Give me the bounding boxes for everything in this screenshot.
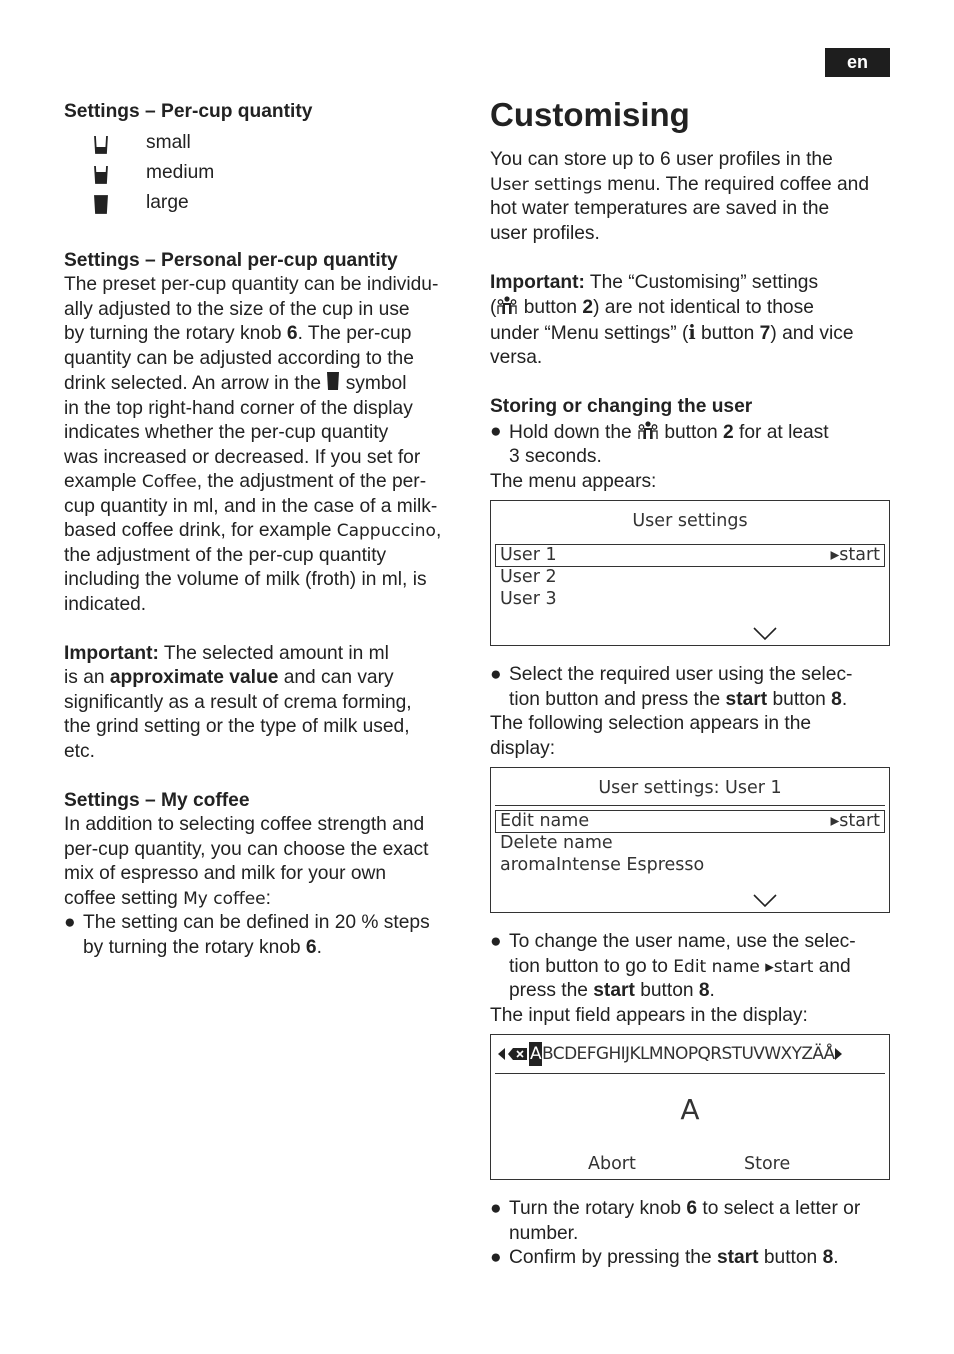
cup-size-medium xyxy=(64,159,464,189)
display-row: aromaIntense Espresso xyxy=(500,854,705,875)
selected-character: A xyxy=(529,1042,542,1067)
start-action: ▸start xyxy=(830,545,880,565)
cup-size-label: large xyxy=(146,192,189,214)
character-strip xyxy=(491,1035,889,1073)
chevron-down-icon xyxy=(753,894,777,908)
text-line: indicated. xyxy=(64,593,147,615)
chevron-down-icon xyxy=(753,627,777,641)
display-row: User 3 xyxy=(500,588,557,609)
bullet-icon: ● xyxy=(490,931,502,952)
text-line: The menu appears: xyxy=(490,470,657,492)
list-item xyxy=(490,420,890,470)
bullet-icon: ● xyxy=(490,1198,502,1219)
text-line: Confirm by pressing the start button 8. xyxy=(509,1247,839,1268)
text-line: example Coffee, the adjustment of the per- xyxy=(64,471,427,492)
list-item xyxy=(490,1197,890,1246)
important-note-right xyxy=(490,271,890,371)
cup-size-small xyxy=(64,129,464,159)
text-line: You can store up to 6 user profiles in the xyxy=(490,149,833,170)
cup-icon xyxy=(326,371,340,391)
text-line: the grind setting or the type of milk used, xyxy=(64,716,410,737)
arrow-left-icon xyxy=(497,1047,506,1061)
text-line: was increased or decreased. If you set for xyxy=(64,446,421,468)
bullet-icon: ● xyxy=(490,420,502,442)
text-line: significantly as a result of crema forming, xyxy=(64,691,412,713)
delete-icon xyxy=(508,1047,528,1061)
text-line: based coffee drink, for example Cappuccino, xyxy=(64,520,442,541)
display-selected-row: Edit name ▸start xyxy=(495,810,885,833)
display-selected-row: User 1 ▸start xyxy=(495,544,885,567)
per-cup-heading: Settings – Per-cup quantity xyxy=(64,101,313,122)
mycoffee-paragraph xyxy=(64,813,464,960)
text-line: by turning the rotary knob 6. xyxy=(83,936,322,958)
display-title: User settings xyxy=(632,511,748,531)
display-user-settings xyxy=(490,500,890,646)
mycoffee-heading: Settings – My coffee xyxy=(64,789,250,811)
text-line: is an approximate value and can vary xyxy=(64,667,394,688)
text-line: In addition to selecting coffee strength and xyxy=(64,814,425,835)
text-line: tion button to go to Edit name ▸start and xyxy=(509,955,851,977)
alphabet-characters: BCDEFGHIJKLMNOPQRSTUVWXYZÄÅ xyxy=(542,1043,835,1064)
text-line: Important: The selected amount in ml xyxy=(64,642,389,664)
cup-large-icon xyxy=(92,193,110,215)
display-title: User settings: User 1 xyxy=(598,778,782,798)
display-user-1 xyxy=(490,767,890,913)
arrow-right-icon xyxy=(834,1047,843,1061)
intro-paragraph xyxy=(490,148,890,246)
text-line: coffee setting My coffee: xyxy=(64,887,271,909)
bullet-icon: ● xyxy=(64,912,76,933)
text-line: user profiles. xyxy=(490,222,600,244)
cup-size-label: medium xyxy=(146,162,215,184)
text-line: The following selection appears in the xyxy=(490,713,812,734)
user-profiles-icon xyxy=(637,420,659,440)
text-line: etc. xyxy=(64,740,95,762)
text-line: indicates whether the per-cup quantity xyxy=(64,422,389,443)
list-item xyxy=(490,1246,890,1271)
text-line: by turning the rotary knob 6. The per-cup xyxy=(64,323,412,344)
display-name-input xyxy=(490,1034,890,1180)
text-line: ally adjusted to the size of the cup in use xyxy=(64,298,410,320)
text-line: the adjustment of the per-cup quantity xyxy=(64,544,387,566)
text-line: Turn the rotary knob 6 to select a letter or xyxy=(509,1198,861,1219)
cup-size-large xyxy=(64,189,464,219)
abort-option: Abort xyxy=(588,1154,636,1174)
text-line: Select the required user using the selec- xyxy=(509,664,853,685)
text-line: under “Menu settings” (i button 7) and vice xyxy=(490,320,854,344)
text-line: hot water temperatures are saved in the xyxy=(490,198,830,219)
text-line: The input field appears in the display: xyxy=(490,1004,808,1026)
text-line: mix of espresso and milk for your own xyxy=(64,863,387,884)
text-line: The setting can be defined in 20 % steps xyxy=(83,912,430,933)
text-line: Hold down the button 2 for at least xyxy=(509,421,829,443)
text-line: User settings menu. The required coffee and xyxy=(490,173,869,195)
info-icon: i xyxy=(688,320,696,344)
text-line: versa. xyxy=(490,347,543,368)
storing-heading: Storing or changing the user xyxy=(490,396,753,417)
bullet-icon: ● xyxy=(490,664,502,685)
cup-medium-icon xyxy=(92,163,110,185)
cup-small-icon xyxy=(92,133,110,155)
text-line: number. xyxy=(509,1222,579,1244)
important-note-left xyxy=(64,642,464,765)
display-row: User 2 xyxy=(500,567,557,587)
list-item xyxy=(490,663,890,712)
bullet-icon: ● xyxy=(490,1247,502,1268)
text-line: per-cup quantity, you can choose the exact xyxy=(64,838,429,860)
left-column xyxy=(64,100,464,960)
text-line: To change the user name, use the selec- xyxy=(509,931,856,952)
language-tab: en xyxy=(825,48,890,77)
cup-size-label: small xyxy=(146,132,191,154)
start-action: ▸start xyxy=(830,811,880,831)
list-item xyxy=(490,930,890,1004)
text-line: drink selected. An arrow in the symbol xyxy=(64,373,407,394)
text-line: in the top right-hand corner of the display xyxy=(64,397,413,419)
personal-paragraph xyxy=(64,273,464,617)
text-line: press the start button 8. xyxy=(509,980,715,1001)
text-line: ( button 2) are not identical to those xyxy=(490,297,814,318)
text-line: 3 seconds. xyxy=(509,446,602,467)
text-line: including the volume of milk (froth) in ml, is xyxy=(64,569,427,590)
text-line: The preset per-cup quantity can be individu- xyxy=(64,274,439,295)
list-item xyxy=(64,911,464,960)
text-line: tion button and press the start button 8. xyxy=(509,688,848,710)
text-line: display: xyxy=(490,737,556,759)
right-column xyxy=(490,96,890,1271)
display-row: Delete name xyxy=(500,833,613,853)
entered-name: A xyxy=(680,1093,700,1126)
text-line: cup quantity in ml, and in the case of a milk- xyxy=(64,495,438,517)
personal-heading: Settings – Personal per-cup quantity xyxy=(64,249,398,271)
user-profiles-icon xyxy=(496,295,518,315)
store-option: Store xyxy=(744,1154,791,1174)
text-line: Important: The “Customising” settings xyxy=(490,271,819,293)
text-line: quantity can be adjusted according to the xyxy=(64,347,414,369)
page-title: Customising xyxy=(490,96,690,133)
